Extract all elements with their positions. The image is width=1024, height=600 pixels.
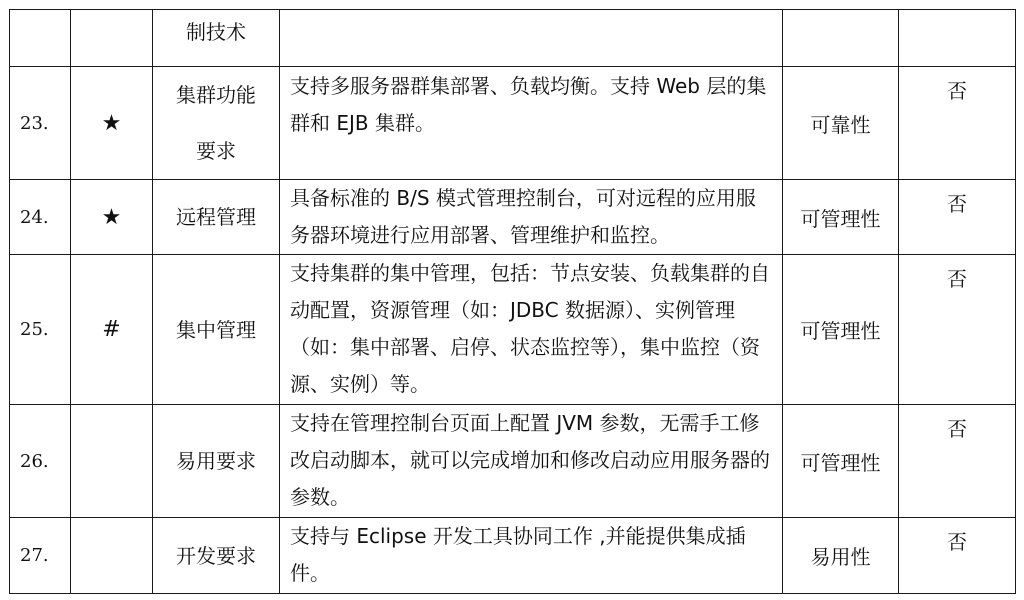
table-row: [10, 180, 1016, 255]
item-name: 远程管理: [153, 180, 280, 255]
table-row: [10, 405, 1016, 518]
row-number: 23.: [10, 67, 71, 180]
row-number: 25.: [10, 255, 71, 405]
row-number: 27.: [10, 518, 71, 594]
table-row: [10, 10, 1016, 67]
hash-icon: #: [71, 255, 153, 405]
star-icon: ★: [71, 67, 153, 180]
item-response: 否: [899, 518, 1016, 594]
item-description: [280, 10, 783, 67]
item-description: 支持集群的集中管理，包括：节点安装、负载集群的自动配置，资源管理（如：JDBC 数据源）、实例管理（如：集中部署、启停、状态监控等），集中监控（资源、实例）等。: [280, 255, 783, 405]
table-row: [10, 518, 1016, 594]
star-icon: ★: [71, 180, 153, 255]
item-description: 支持多服务器群集部署、负载均衡。支持 Web 层的集群和 EJB 集群。: [280, 67, 783, 180]
item-description: 支持在管理控制台页面上配置 JVM 参数，无需手工修改启动脚本，就可以完成增加和修改启动应用服务器的参数。: [280, 405, 783, 518]
requirements-table: [9, 9, 1016, 594]
item-name: 开发要求: [153, 518, 280, 594]
item-category: 可管理性: [783, 405, 899, 518]
table-row: [10, 67, 1016, 180]
item-response: 否: [899, 67, 1016, 180]
item-category: 可靠性: [783, 67, 899, 180]
priority-mark: [71, 405, 153, 518]
table-row: [10, 255, 1016, 405]
item-category: [783, 10, 899, 67]
item-response: [899, 10, 1016, 67]
item-category: 易用性: [783, 518, 899, 594]
item-name: 集中管理: [153, 255, 280, 405]
item-description: 支持与 Eclipse 开发工具协同工作 ,并能提供集成插件。: [280, 518, 783, 594]
row-number: 26.: [10, 405, 71, 518]
item-category: 可管理性: [783, 180, 899, 255]
item-response: 否: [899, 405, 1016, 518]
priority-mark: [71, 518, 153, 594]
item-description: 具备标准的 B/S 模式管理控制台，可对远程的应用服务器环境进行应用部署、管理维护和监控。: [280, 180, 783, 255]
priority-mark: [71, 10, 153, 67]
item-response: 否: [899, 255, 1016, 405]
item-category: 可管理性: [783, 255, 899, 405]
item-name: 制技术: [153, 10, 280, 67]
row-number: 24.: [10, 180, 71, 255]
row-number: [10, 10, 71, 67]
item-response: 否: [899, 180, 1016, 255]
item-name: 易用要求: [153, 405, 280, 518]
item-name: 集群功能要求: [153, 67, 280, 180]
